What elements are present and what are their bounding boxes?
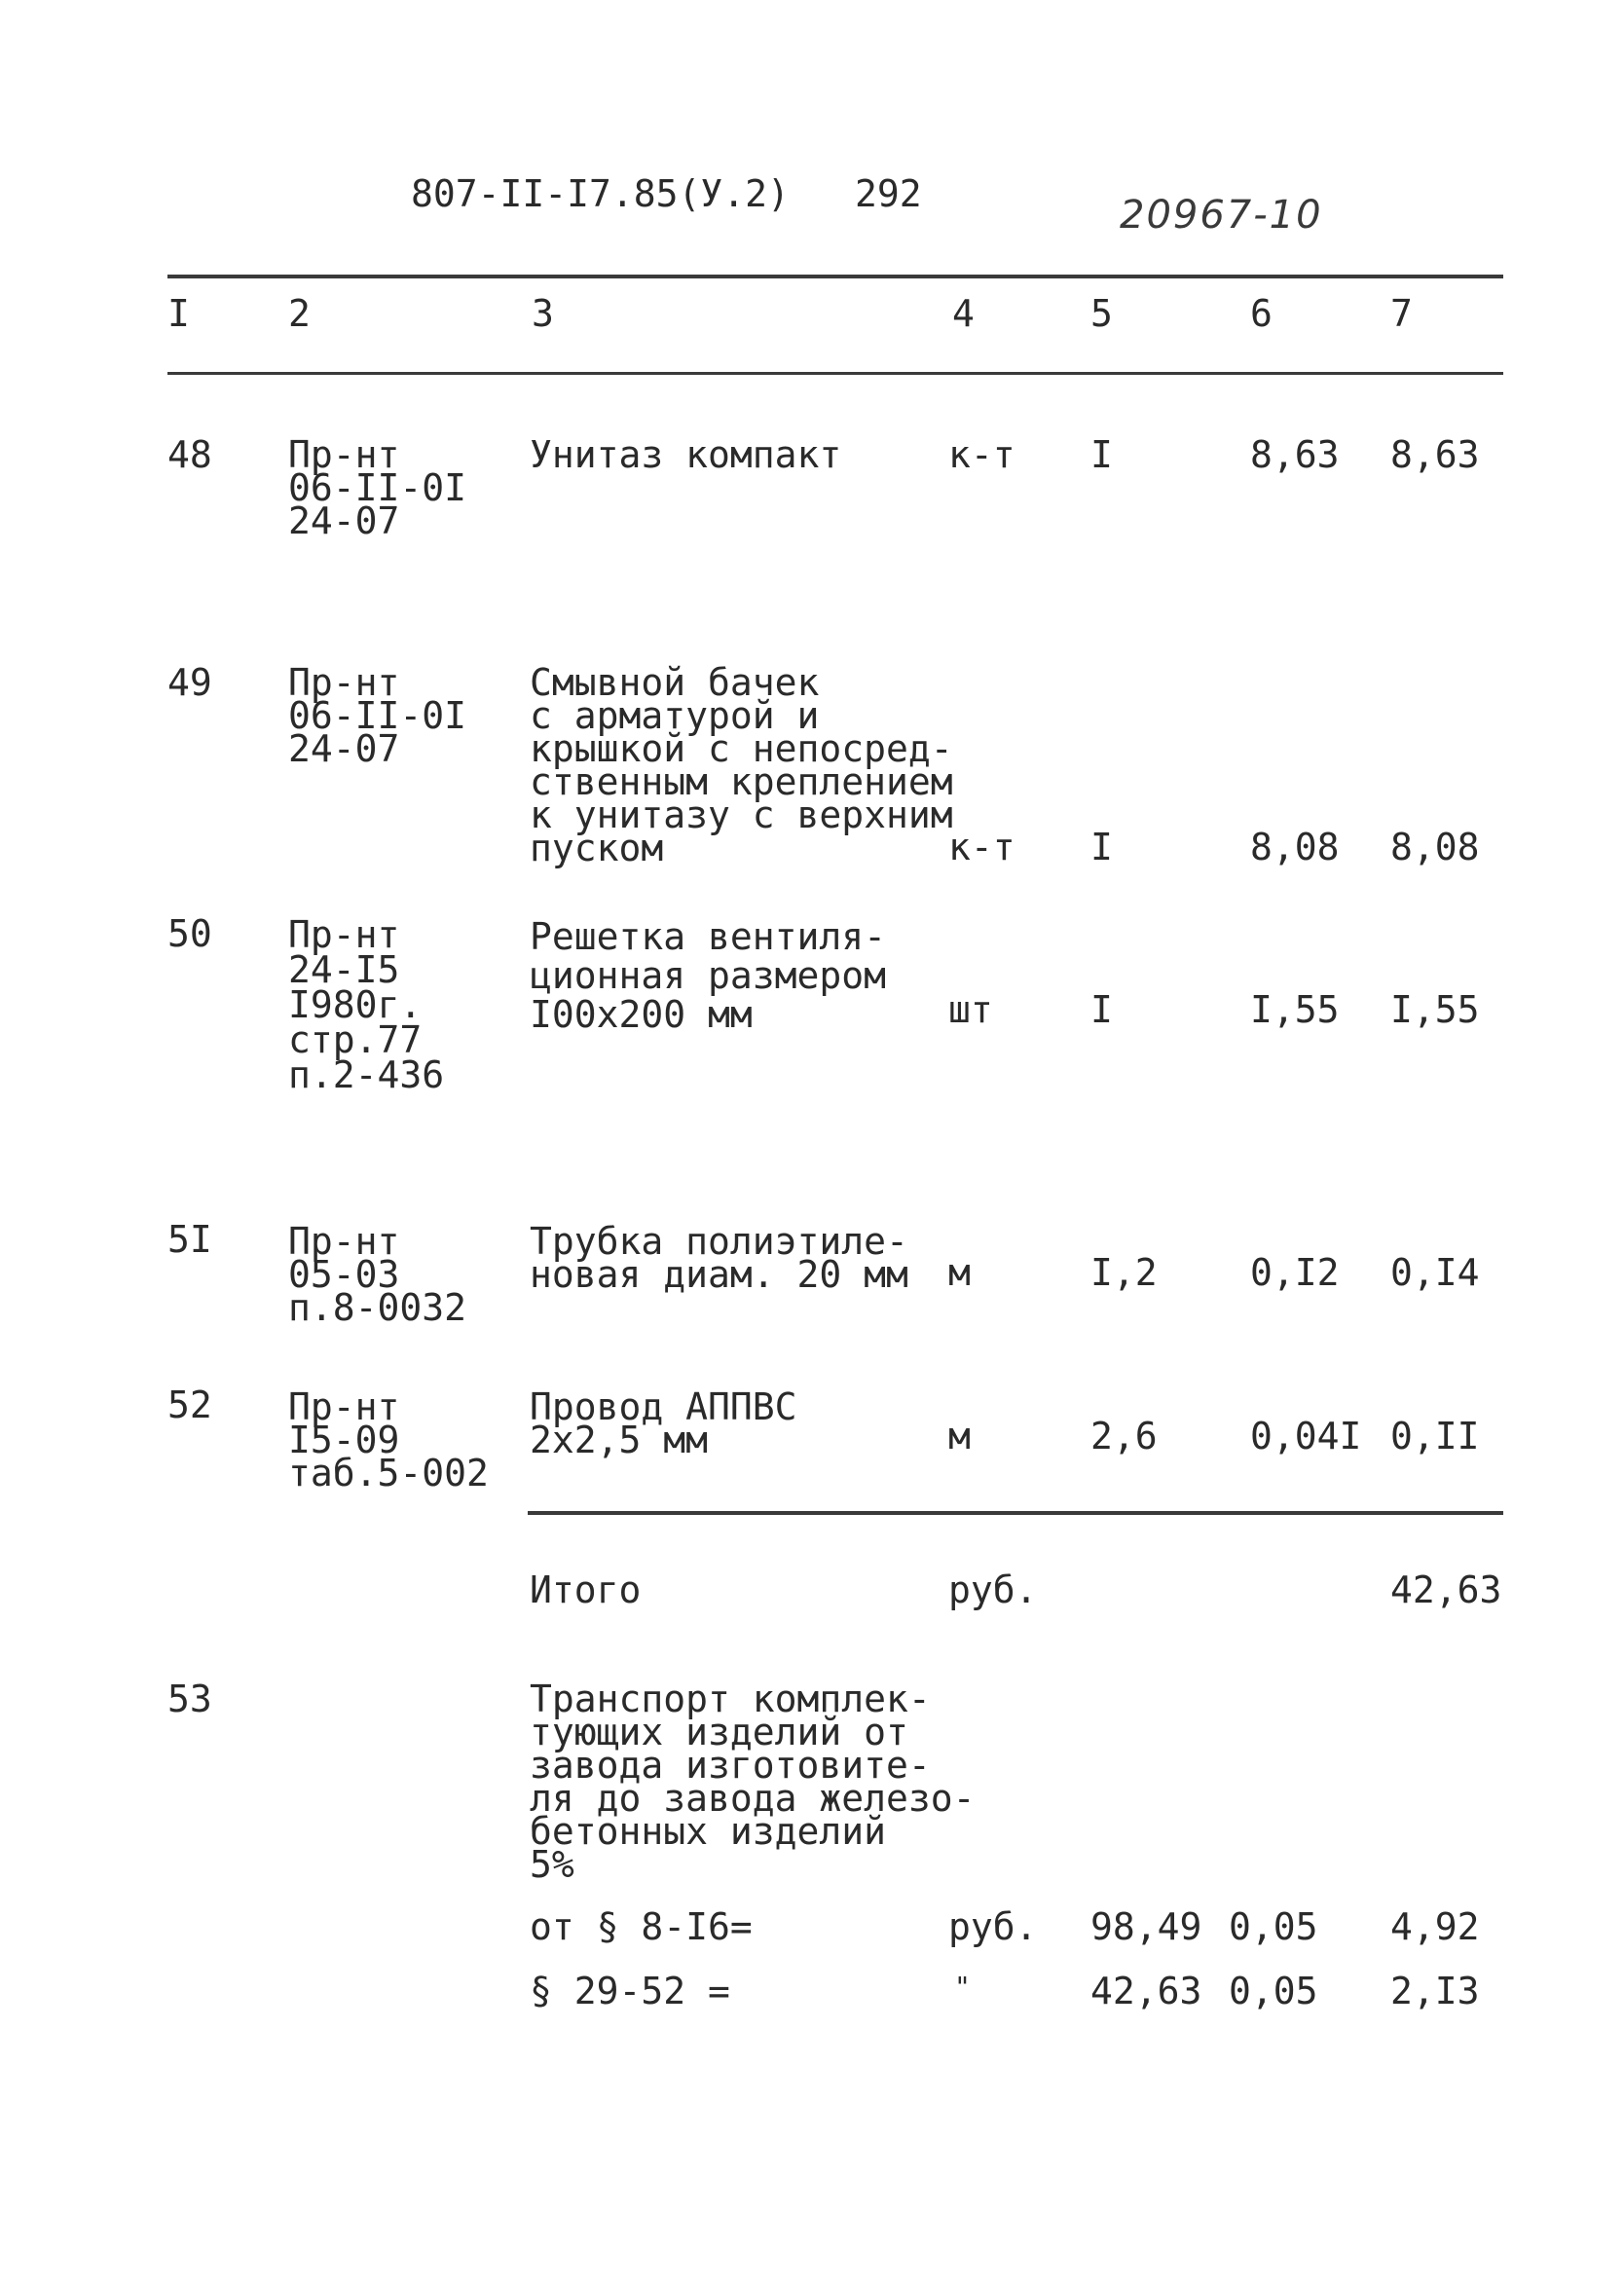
row-reference: Пр-нт 06-II-0I 24-07 — [288, 661, 467, 770]
row-reference: Пр-нт 06-II-0I 24-07 — [288, 433, 467, 542]
column-header-1: I — [167, 292, 190, 335]
row-total: 8,08 — [1390, 826, 1480, 868]
handwritten-number: 20967-10 — [1120, 193, 1323, 238]
subtotal-total: 42,63 — [1390, 1568, 1502, 1611]
page-number: 292 — [855, 172, 922, 215]
column-header-3: 3 — [532, 292, 554, 335]
column-header-2: 2 — [288, 292, 311, 335]
row-unit: м — [948, 1251, 971, 1294]
row-number: 53 — [167, 1678, 212, 1720]
row-total: 0,I4 — [1390, 1251, 1480, 1294]
calculation-total: 4,92 — [1390, 1905, 1480, 1948]
row-number: 52 — [167, 1383, 212, 1426]
calculation-total: 2,I3 — [1390, 1970, 1480, 2012]
row-name: Трубка полиэтиле- новая диам. 20 мм — [530, 1220, 908, 1296]
row-name: Смывной бачек с арматурой и крышкой с непосред- ственным креплением к унитазу с верхним пуском — [530, 661, 953, 869]
subtotal-label: Итого — [530, 1568, 642, 1611]
row-quantity: 2,6 — [1090, 1415, 1158, 1457]
row-unit: к-т — [948, 433, 1015, 476]
top-rule — [167, 275, 1503, 278]
header-rule — [167, 372, 1503, 375]
calculation-rate: 0,05 — [1229, 1970, 1318, 2012]
row-quantity: I — [1090, 433, 1113, 476]
calculation-rate: 0,05 — [1229, 1905, 1318, 1948]
row-unit: м — [948, 1415, 971, 1457]
row-quantity: I — [1090, 826, 1113, 868]
row-price: 0,04I — [1250, 1415, 1362, 1457]
row-total: 0,II — [1390, 1415, 1480, 1457]
row-price: 8,63 — [1250, 433, 1340, 476]
row-name: Транспорт комплек- тующих изделий от завода изготовите- ля до завода железо- бетонных изделий 5% — [530, 1678, 976, 1886]
row-reference: Пр-нт 24-I5 I980г. стр.77 п.2-436 — [288, 913, 445, 1096]
column-header-6: 6 — [1250, 292, 1273, 335]
subtotal-unit: руб. — [948, 1568, 1038, 1611]
calculation-unit: руб. — [948, 1905, 1038, 1948]
calculation-label: § 29-52 = — [530, 1970, 730, 2012]
row-reference: Пр-нт 05-03 п.8-0032 — [288, 1220, 467, 1329]
row-price: 8,08 — [1250, 826, 1340, 868]
row-unit: к-т — [948, 826, 1015, 868]
document-code: 807-II-I7.85(У.2) — [411, 172, 790, 215]
row-total: I,55 — [1390, 988, 1480, 1031]
calculation-base: 42,63 — [1090, 1970, 1202, 2012]
row-number: 5I — [167, 1218, 212, 1261]
column-header-7: 7 — [1390, 292, 1413, 335]
calculation-unit: " — [954, 1971, 971, 2003]
row-price: I,55 — [1250, 988, 1340, 1031]
row-number: 48 — [167, 433, 212, 476]
row-number: 50 — [167, 912, 212, 955]
row-name: Унитаз компакт — [530, 433, 842, 476]
row-number: 49 — [167, 661, 212, 704]
row-unit: шт — [948, 988, 993, 1031]
row-name: Провод АППВС 2х2,5 мм — [530, 1385, 797, 1461]
row-reference: Пр-нт I5-09 таб.5-002 — [288, 1385, 489, 1494]
row-quantity: I,2 — [1090, 1251, 1158, 1294]
row-quantity: I — [1090, 988, 1113, 1031]
row-total: 8,63 — [1390, 433, 1480, 476]
calculation-base: 98,49 — [1090, 1905, 1202, 1948]
row-name: Решетка вентиля- ционная размером I00х200 мм — [530, 915, 887, 1036]
calculation-label: от § 8-I6= — [530, 1905, 753, 1948]
column-header-4: 4 — [952, 292, 975, 335]
row-price: 0,I2 — [1250, 1251, 1340, 1294]
subtotal-rule — [528, 1511, 1503, 1515]
column-header-5: 5 — [1090, 292, 1113, 335]
